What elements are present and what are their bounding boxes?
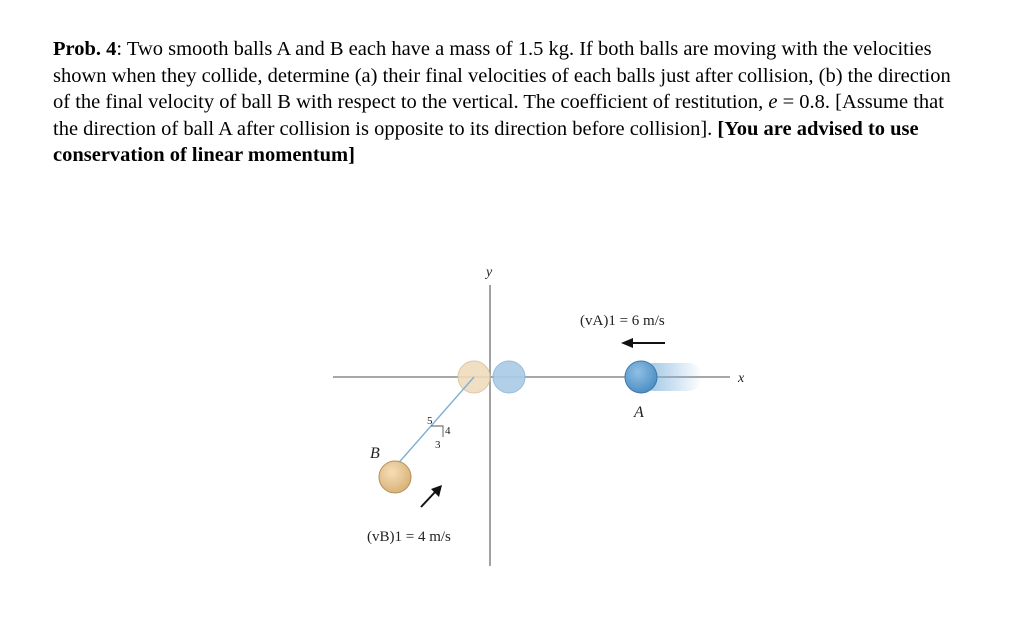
ball-b <box>379 461 411 493</box>
velocity-b-arrow <box>421 491 436 507</box>
ball-a-label: A <box>634 404 644 421</box>
slope-triangle <box>431 426 443 437</box>
x-axis-label: x <box>738 371 745 386</box>
slope-hypotenuse-label: 5 <box>427 415 433 427</box>
restitution-symbol: e <box>768 91 778 114</box>
problem-colon: : <box>116 38 123 60</box>
velocity-a-label: (vA)1 = 6 m/s <box>580 313 665 329</box>
ball-b-label: B <box>370 445 380 462</box>
ball-b-path-line <box>395 377 474 467</box>
slope-horizontal-label: 3 <box>435 439 441 451</box>
problem-label: Prob. 4 <box>53 38 117 60</box>
y-axis-label: y <box>486 265 493 280</box>
ball-a-at-collision <box>493 361 525 393</box>
velocity-b-label: (vB)1 = 4 m/s <box>367 529 451 545</box>
problem-text-part2: = 0.8. [Assume that the direction of ball A after collision is opposite to its direction before collision]. <box>53 91 944 140</box>
problem-text-part1: Two smooth balls A and B each have a mass of 1.5 kg. If both balls are moving with the velocities shown when they collide, determine (a) their final velocities of each balls just after collision, (b) the direction of the final velocity of ball B with respect to the vertical. The coefficient of restitution, <box>53 38 951 114</box>
problem-advice: [You are advised to use conservation of linear momentum] <box>53 117 919 167</box>
velocity-a-arrowhead <box>621 338 633 348</box>
slope-vertical-label: 4 <box>445 425 451 437</box>
ball-a <box>625 361 657 393</box>
